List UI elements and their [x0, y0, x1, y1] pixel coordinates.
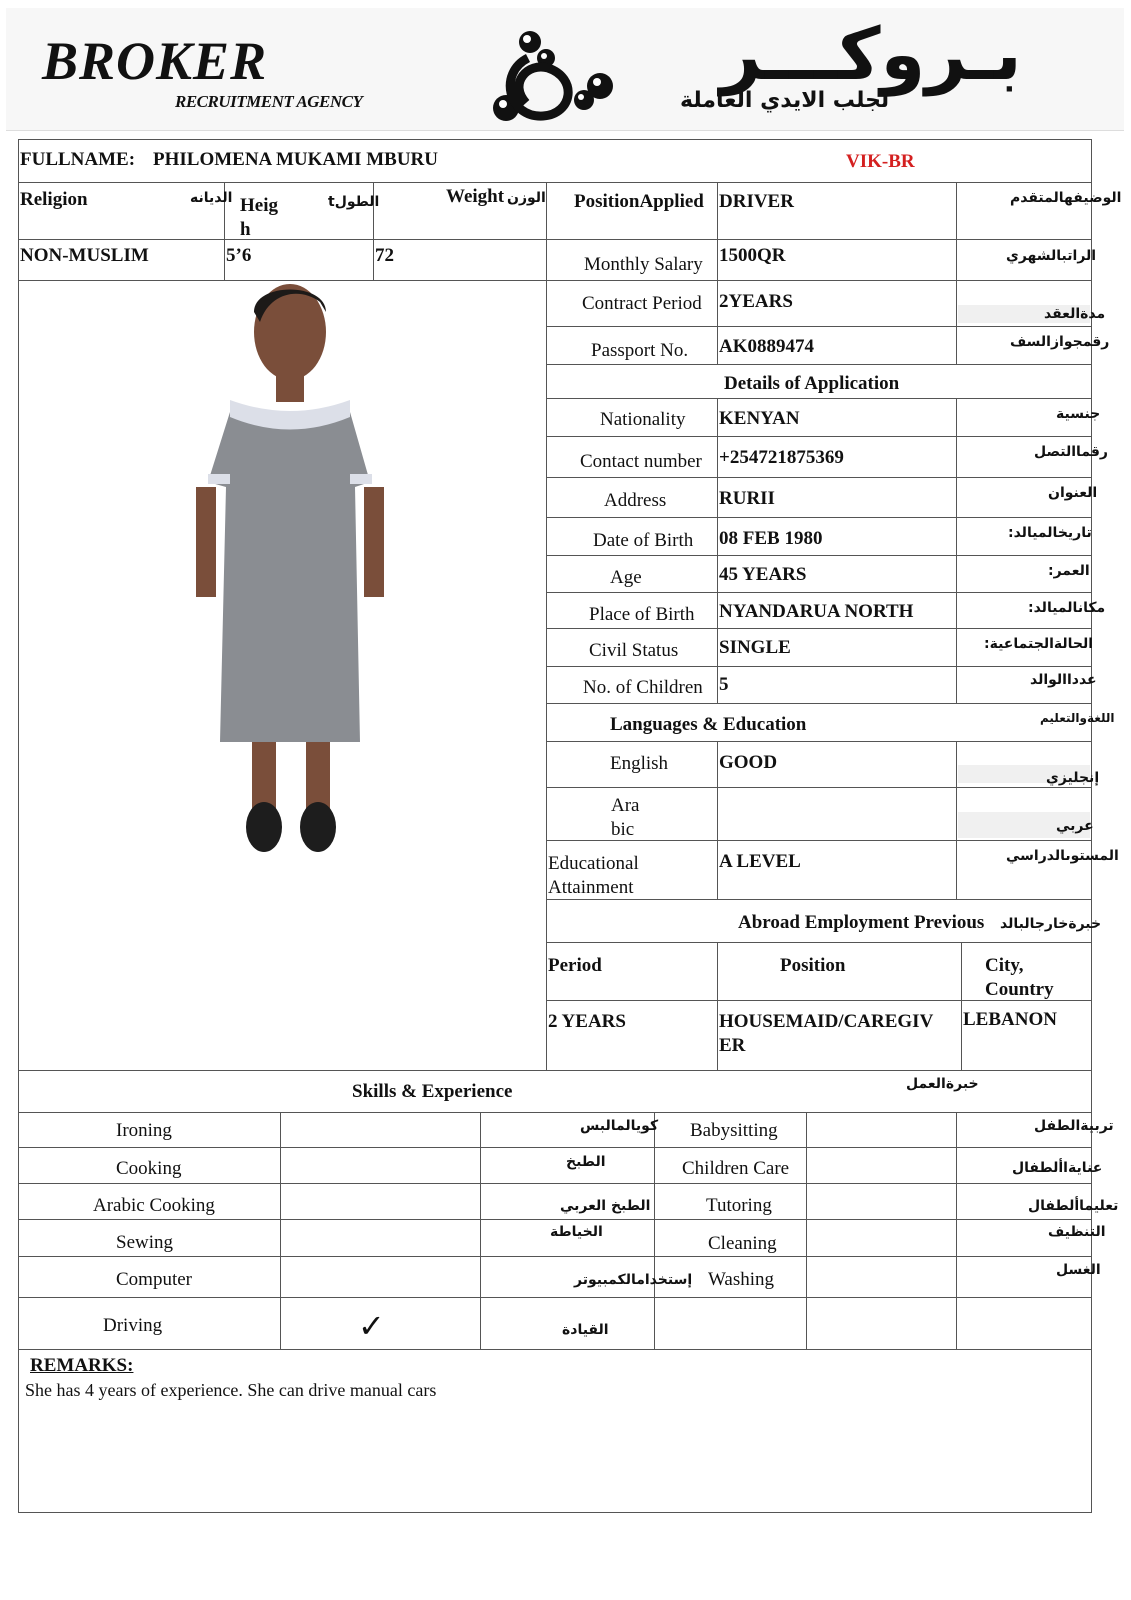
contract-label-ar: مدةالعقد [1044, 306, 1106, 322]
abroad-period: 2 YEARS [548, 1011, 626, 1032]
skill-label-ar: كويالمالبس [580, 1118, 659, 1134]
salary-label: Monthly Salary [584, 254, 703, 275]
brand-name-ar: بـروكـــر [720, 12, 1022, 96]
detail-label: Place of Birth [589, 604, 695, 625]
detail-label-ar: مكانالميالد: [1028, 600, 1106, 616]
religion-value: NON-MUSLIM [20, 245, 149, 266]
detail-label-ar: تاريخالميالد: [1008, 525, 1092, 541]
brand-subtitle-en: RECRUITMENT AGENCY [175, 92, 363, 111]
religion-label-ar: الديانه [190, 190, 233, 206]
skill-label-ar: الطبخ [566, 1154, 606, 1170]
english-label: English [610, 753, 669, 774]
contract-value: 2YEARS [719, 291, 793, 312]
arabic-label-wrap: bic [611, 819, 635, 840]
detail-value: RURII [719, 488, 775, 509]
skill-label: Arabic Cooking [93, 1195, 215, 1216]
weight-label: Weight [446, 186, 505, 207]
brand-name-en: BROKER [42, 31, 268, 91]
skill-label-ar: إستخدامالكمبيوتر [574, 1272, 693, 1288]
detail-label-ar: رقماالتصل [1034, 444, 1108, 460]
skill-label: Cleaning [708, 1233, 777, 1254]
skill-label: Children Care [682, 1158, 790, 1179]
english-label-ar: إنجليزي [1046, 770, 1100, 786]
english-value: GOOD [719, 752, 778, 773]
skill-label-ar: القيادة [562, 1322, 609, 1338]
skill-label-ar: الطبخ العربي [560, 1198, 651, 1214]
skill-label: Babysitting [690, 1120, 778, 1141]
detail-value: 5 [719, 674, 729, 695]
remarks-text: She has 4 years of experience. She can drive manual cars [25, 1380, 437, 1400]
reference-code: VIK-BR [846, 151, 915, 172]
skill-label-ar: الخياطة [550, 1224, 603, 1240]
detail-value: +254721875369 [719, 447, 844, 468]
detail-label-ar: العنوان [1048, 485, 1098, 501]
weight-label-ar: الوزن [507, 190, 546, 206]
skill-label-ar: تعليماألطفال [1028, 1198, 1119, 1214]
skill-label: Tutoring [706, 1195, 772, 1216]
skill-label-ar: الغسل [1056, 1262, 1101, 1278]
abroad-city: LEBANON [963, 1009, 1057, 1030]
weight-value: 72 [375, 245, 394, 266]
abroad-header-position: Position [780, 955, 846, 976]
languages-title: Languages & Education [610, 714, 807, 735]
detail-value: 45 YEARS [719, 564, 807, 585]
passport-label-ar: رقمجوازالسف [1010, 334, 1110, 350]
salary-label-ar: الراتبالشهري [1006, 248, 1097, 264]
position-label: PositionApplied [574, 191, 704, 212]
religion-label: Religion [20, 189, 88, 210]
passport-label: Passport No. [591, 340, 689, 361]
detail-label: Civil Status [589, 640, 679, 661]
languages-title-ar: اللغةوالتعليم [1040, 711, 1115, 725]
abroad-title-ar: خبرةخارجالبالد [1000, 916, 1102, 932]
detail-value: NYANDARUA NORTH [719, 601, 914, 622]
detail-label-ar: عدداالوالد [1030, 672, 1097, 688]
details-title: Details of Application [724, 373, 900, 394]
detail-label: Date of Birth [593, 530, 694, 551]
education-label-wrap: Attainment [548, 877, 634, 898]
skill-label: Computer [116, 1269, 192, 1290]
height-label: Heig [240, 195, 278, 216]
detail-value: KENYAN [719, 408, 800, 429]
height-label-ar: الطولt [328, 194, 380, 210]
checkmark-icon: ✓ [358, 1307, 385, 1345]
fullname-label: FULLNAME: [20, 149, 136, 170]
detail-label-ar: جنسية [1056, 406, 1101, 422]
remarks-title: REMARKS: [30, 1355, 134, 1376]
arabic-label-ar: عربي [1056, 818, 1094, 834]
detail-value: 08 FEB 1980 [719, 528, 823, 549]
skill-label: Cooking [116, 1158, 182, 1179]
abroad-header-country: Country [985, 979, 1054, 1000]
skill-label-ar: تربيةالطفل [1034, 1118, 1114, 1134]
education-label: Educational [548, 853, 639, 874]
skill-label: Sewing [116, 1232, 173, 1253]
passport-value: AK0889474 [719, 336, 814, 357]
detail-label: Age [610, 567, 642, 588]
detail-label-ar: الحالةالجتماعية: [984, 636, 1094, 652]
height-label-wrap: h [240, 219, 251, 240]
broker-logo-icon [488, 28, 628, 128]
skill-label-ar: عنايةاألطفال [1012, 1160, 1103, 1176]
applicant-photo [190, 282, 410, 867]
detail-label: Contact number [580, 451, 702, 472]
position-value: DRIVER [719, 191, 794, 212]
position-label-ar: الوضيفهالمتقدم [1010, 190, 1122, 206]
education-value: A LEVEL [719, 851, 801, 872]
brand-subtitle-ar: لجلب الايدي العاملة [680, 88, 890, 113]
skill-label: Washing [708, 1269, 775, 1290]
contract-label: Contract Period [582, 293, 702, 314]
skills-title: Skills & Experience [352, 1081, 513, 1102]
salary-value: 1500QR [719, 245, 786, 266]
detail-label: Nationality [600, 409, 686, 430]
detail-value: SINGLE [719, 637, 791, 658]
detail-label-ar: العمر: [1048, 563, 1090, 579]
abroad-position-wrap: ER [719, 1035, 746, 1056]
fullname-value: PHILOMENA MUKAMI MBURU [153, 149, 438, 170]
detail-label: No. of Children [583, 677, 703, 698]
education-label-ar: المستوىالدراسي [1006, 848, 1119, 864]
arabic-label: Ara [611, 795, 640, 816]
abroad-header-period: Period [548, 955, 602, 976]
skills-title-ar: خبرةالعمل [906, 1076, 979, 1092]
abroad-header-city: City, [985, 955, 1024, 976]
abroad-title: Abroad Employment Previous [738, 912, 985, 933]
height-value: 5’6 [226, 245, 252, 266]
skill-label: Driving [103, 1315, 163, 1336]
skill-label-ar: التنظيف [1048, 1224, 1106, 1240]
detail-label: Address [604, 490, 667, 511]
abroad-position: HOUSEMAID/CAREGIV [719, 1011, 934, 1032]
skill-label: Ironing [116, 1120, 172, 1141]
